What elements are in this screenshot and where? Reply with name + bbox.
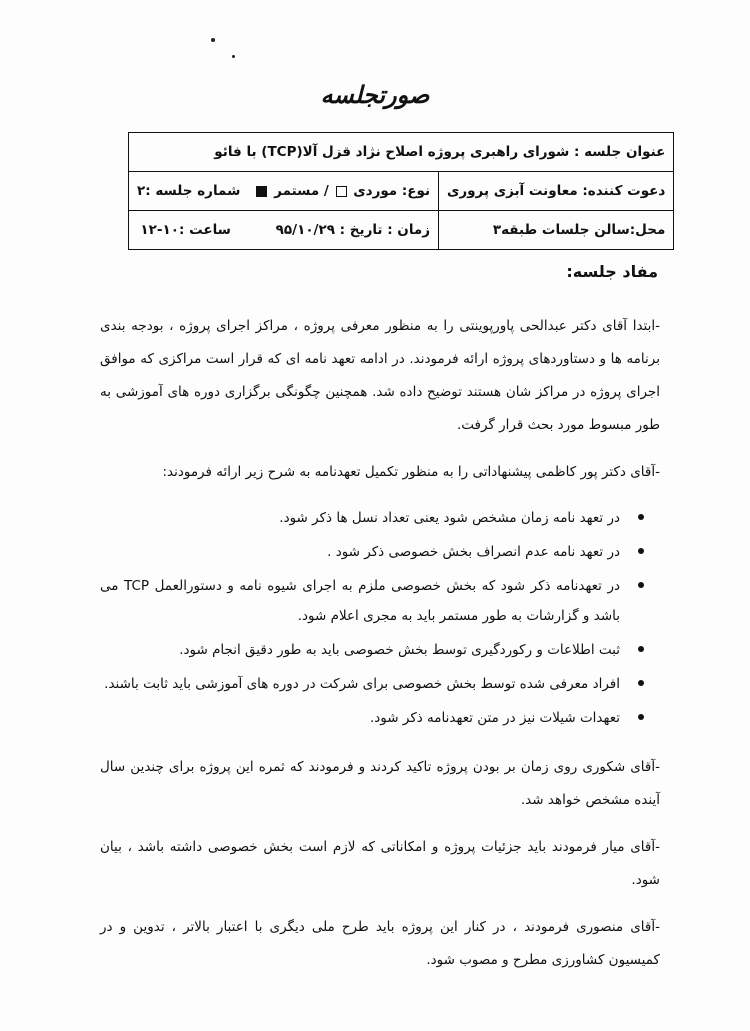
- meeting-time: ساعت :۱۰-۱۲: [140, 222, 231, 238]
- meeting-content: [100, 310, 660, 977]
- meeting-datetime-cell: [129, 211, 439, 250]
- info-row-location: [129, 211, 674, 250]
- bullet-icon: [638, 714, 644, 720]
- bullet-icon: [638, 514, 644, 520]
- session-number: شماره جلسه :۲: [137, 183, 241, 199]
- paragraph-mansouri: -آقای منصوری فرمودند ، در کنار این پروژه باید طرح ملی دیگری با اعتبار بالاتر ، تدوین و در کمیسیون کشاورزی مطرح و مصوب شود.: [100, 919, 660, 968]
- bullet-icon: [638, 646, 644, 652]
- list-item: در تعهد نامه زمان مشخص شود یعنی تعداد نسل ها ذکر شود.: [100, 503, 620, 533]
- list-item: در تعهدنامه ذکر شود که بخش خصوصی ملزم به اجرای شیوه نامه و دستورالعمل TCP می باشد و گزارشات به طور مستمر باید به مجری اعلام شود.: [100, 571, 620, 631]
- info-row-subject: [129, 133, 674, 172]
- document-title: صورتجلسه: [320, 80, 430, 109]
- list-item: در تعهد نامه عدم انصراف بخش خصوصی ذکر شود .: [100, 537, 620, 567]
- meeting-type-continuous-label: / مستمر: [274, 183, 329, 199]
- paragraph-intro: -ابتدا آقای دکتر عبدالحی پاورپوینتی را به منظور معرفی پروژه ، مراکز اجرای پروژه ، بودجه بندی برنامه ها و دستاوردهای پروژه ارائه فرمودند. در ادامه تعهد نامه ای که قرار است مراکزی که موافق اجرای پروژه در مراکز شان هستند توضیح داده شد. همچنین چگونگی برگزاری دوره های آموزشی به طور مبسوط مورد بحث قرار گرفت.: [100, 318, 660, 433]
- list-item: تعهدات شیلات نیز در متن تعهدنامه ذکر شود.: [100, 703, 620, 733]
- paragraph-proposals: -آقای دکتر پور کاظمی پیشنهاداتی را به منظور تکمیل تعهدنامه به شرح زیر ارائه فرمودند:: [162, 464, 660, 480]
- bullet-icon: [638, 548, 644, 554]
- list-item: ثبت اطلاعات و رکوردگیری توسط بخش خصوصی باید به طور دقیق انجام شود.: [100, 635, 620, 665]
- meeting-info-table: [128, 132, 674, 250]
- meeting-type-label: نوع: موردی: [353, 183, 431, 199]
- bullet-icon: [638, 582, 644, 588]
- list-item: افراد معرفی شده توسط بخش خصوصی برای شرکت در دوره های آموزشی باید ثابت باشند.: [100, 669, 620, 699]
- proposal-list: [100, 503, 660, 733]
- paragraph-mayar: -آقای میار فرمودند باید جزئیات پروژه و امکاناتی که لازم است بخش خصوصی داشته باشد ، بیان شود.: [100, 839, 660, 888]
- info-row-inviter: [129, 172, 674, 211]
- scan-speck: [232, 55, 235, 58]
- checkbox-occasional[interactable]: [336, 186, 347, 197]
- meeting-location: محل:سالن جلسات طبقه۳: [439, 211, 674, 250]
- meeting-inviter: دعوت کننده: معاونت آبزی پروری: [439, 172, 674, 211]
- meeting-date: زمان : تاریخ : ۹۵/۱۰/۲۹: [275, 222, 431, 238]
- meeting-type-cell: [129, 172, 439, 211]
- paragraph-shakouri: -آقای شکوری روی زمان بر بودن پروژه تاکید کردند و فرمودند که ثمره این پروژه برای چندین سال آینده مشخص خواهد شد.: [100, 759, 660, 808]
- section-heading: مفاد جلسه:: [566, 262, 658, 281]
- meeting-subject: عنوان جلسه : شورای راهبری پروژه اصلاح نژاد قزل آلا(TCP) با فائو: [129, 133, 674, 172]
- bullet-icon: [638, 680, 644, 686]
- checkbox-continuous[interactable]: [256, 186, 267, 197]
- scan-speck: [211, 38, 215, 42]
